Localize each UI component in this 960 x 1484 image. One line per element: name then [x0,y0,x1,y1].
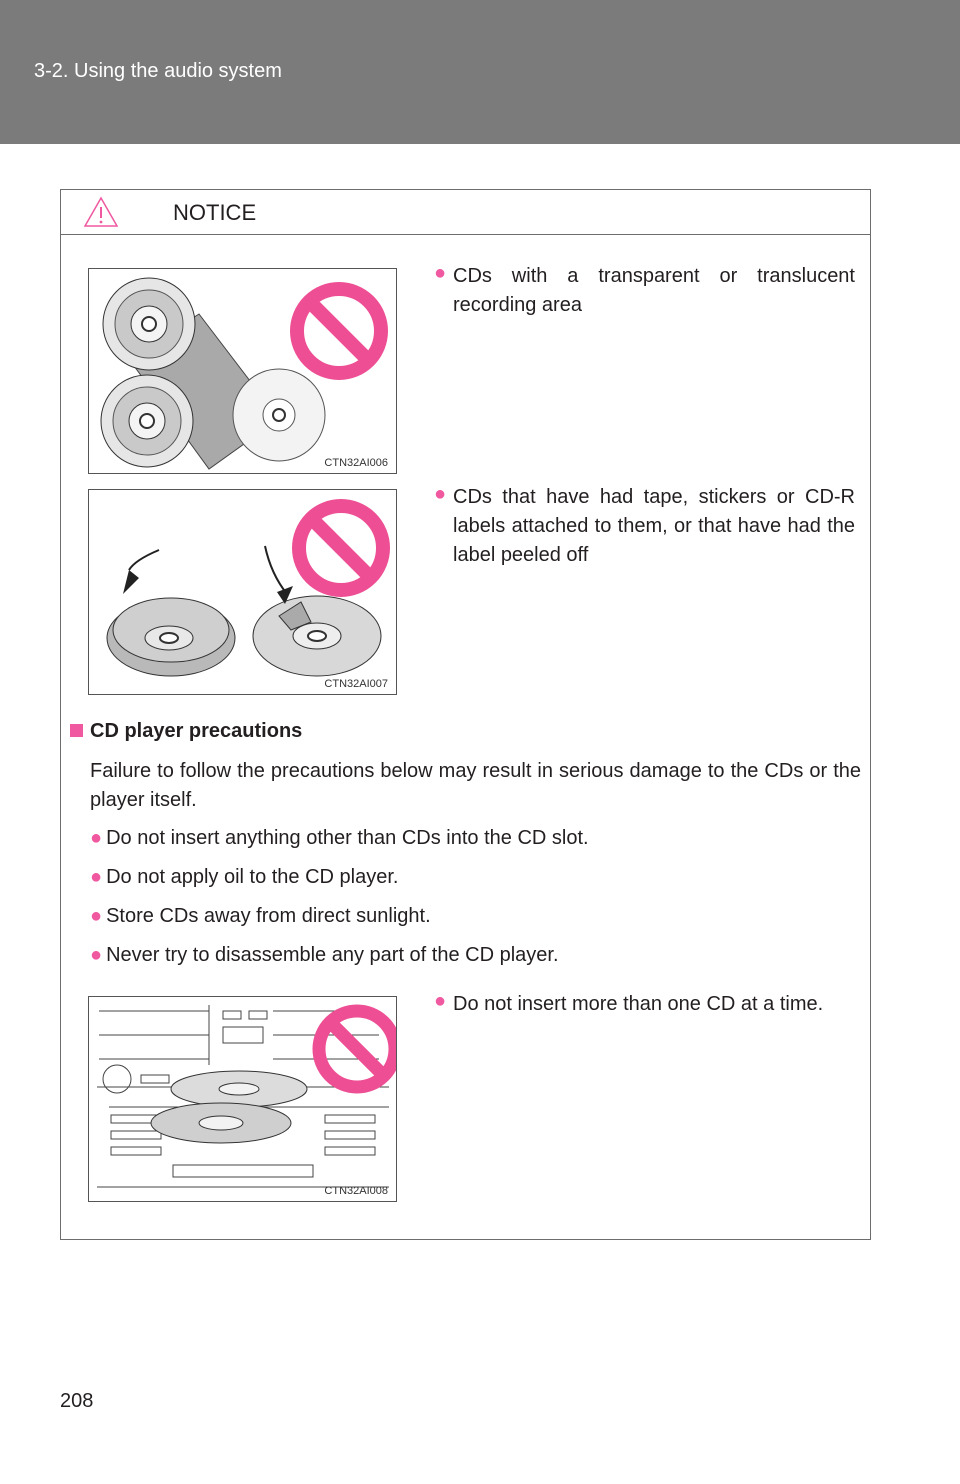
page-header [0,0,960,144]
transparent-cd-drawing [89,269,397,474]
caption-transparent-cds: CDs with a transparent or translucent recording area [453,265,855,316]
disc-icon [103,278,195,370]
list-item [90,902,431,931]
bullet-icon: ● [434,483,447,505]
bullet-icon: ● [90,944,103,966]
caption-labeled-cds: CDs that have had tape, stickers or CD-R labels attached to them, or that have had the label peeled off [453,486,855,566]
list-item-text: Do not apply oil to the CD player. [106,866,399,888]
illustration-code: CTN32AI006 [324,457,388,469]
bullet-icon: ● [434,990,447,1012]
section-square-bullet [70,724,83,737]
illustration-code: CTN32AI007 [324,678,388,690]
illustration-code: CTN32AI008 [324,1185,388,1197]
list-item-text: Never try to disassemble any part of the CD player. [106,944,559,966]
bullet-icon: ● [90,866,103,888]
bullet-icon: ● [90,905,103,927]
list-item [90,863,398,892]
cd-player-drawing [89,997,397,1202]
section-heading: CD player precautions [90,720,303,742]
bullet-icon: ● [90,827,103,849]
list-item [90,824,589,853]
prohibited-icon [319,1011,395,1087]
labeled-cd-drawing [89,490,397,695]
warning-triangle-icon [83,196,119,228]
caption-multiple-cds: Do not insert more than one CD at a time. [453,993,824,1015]
prohibited-icon [299,506,383,590]
illustration-multiple-cds [88,996,397,1202]
section-intro: Failure to follow the precautions below may result in serious damage to the CDs or the player itself. [90,760,861,811]
translucent-disc-icon [233,369,325,461]
notice-title: NOTICE [173,200,257,225]
disc-icon [151,1103,291,1143]
disc-icon [171,1071,307,1107]
list-item-text: Store CDs away from direct sunlight. [106,905,431,927]
prohibited-icon [297,289,381,373]
page-number: 208 [60,1390,94,1412]
bullet-icon: ● [434,262,447,284]
notice-header [61,190,870,235]
disc-icon [101,375,193,467]
illustration-labeled-cds [88,489,397,695]
list-item-text: Do not insert anything other than CDs into the CD slot. [106,827,589,849]
illustration-transparent-cds [88,268,397,474]
section-title: 3-2. Using the audio system [34,60,282,82]
list-item [90,941,559,970]
